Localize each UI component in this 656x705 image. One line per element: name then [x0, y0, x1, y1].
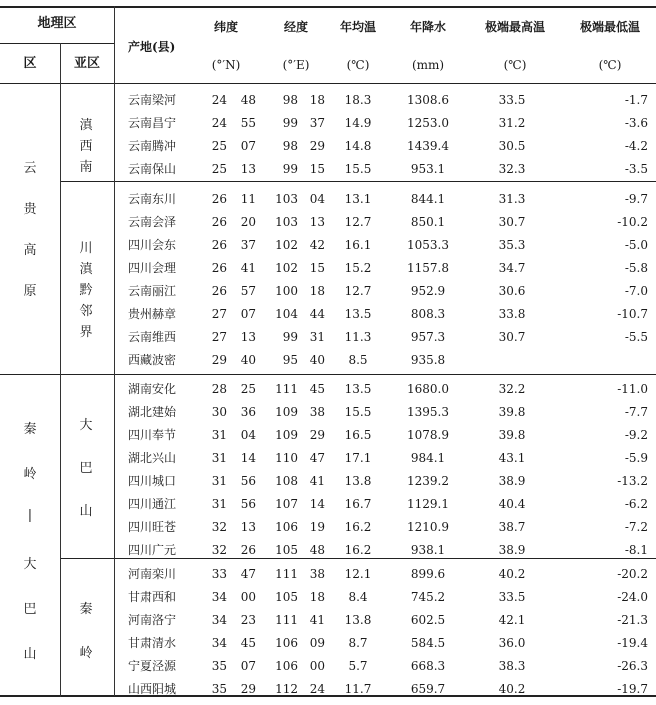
subregion-char: 滇	[79, 118, 93, 133]
cell-origin: 湖北建始	[128, 405, 177, 419]
cell-temp: 5.7	[348, 659, 368, 673]
header-tmin: 极端最低温	[579, 20, 640, 34]
cell-origin: 云南会泽	[128, 215, 177, 229]
cell-lon-deg: 98	[282, 139, 298, 153]
cell-temp: 8.7	[348, 636, 368, 650]
cell-temp: 16.2	[344, 543, 372, 557]
cell-lon-min: 41	[309, 613, 325, 627]
cell-origin: 云南腾冲	[128, 139, 177, 153]
cell-lat-min: 07	[240, 659, 256, 673]
cell-lat-deg: 32	[211, 543, 227, 557]
header-lat-unit: (°′N)	[211, 58, 241, 72]
cell-tmin: -8.1	[624, 543, 648, 557]
cell-lat-min: 29	[240, 682, 256, 696]
cell-lat-min: 37	[240, 238, 256, 252]
cell-rain: 938.1	[410, 543, 446, 557]
cell-lat-min: 36	[240, 405, 256, 419]
cell-tmin: -5.9	[624, 451, 648, 465]
cell-lat-deg: 34	[211, 590, 227, 604]
cell-tmax: 30.7	[498, 215, 526, 229]
cell-origin: 甘肃西和	[128, 590, 177, 604]
cell-tmin: -9.7	[624, 192, 648, 206]
cell-temp: 13.8	[344, 474, 372, 488]
cell-tmax: 34.7	[498, 261, 526, 275]
subregion-char: 界	[79, 325, 93, 340]
cell-temp: 14.9	[344, 116, 372, 130]
region-char: 原	[23, 284, 37, 299]
region-rule	[0, 374, 656, 375]
cell-rain: 1308.6	[407, 93, 449, 107]
cell-lon-min: 40	[309, 353, 325, 367]
subregion-char: 岭	[79, 646, 93, 661]
cell-lon-min: 19	[309, 520, 325, 534]
cell-rain: 1129.1	[407, 497, 449, 511]
cell-rain: 952.9	[410, 284, 446, 298]
cell-tmin: -19.7	[617, 682, 648, 696]
cell-lat-min: 55	[240, 116, 256, 130]
cell-lat-deg: 35	[211, 682, 227, 696]
cell-temp: 8.4	[348, 590, 368, 604]
cell-lat-min: 13	[240, 520, 256, 534]
cell-lon-deg: 100	[275, 284, 298, 298]
cell-lon-deg: 112	[275, 682, 298, 696]
cell-rain: 1053.3	[407, 238, 449, 252]
cell-lon-deg: 102	[275, 261, 298, 275]
cell-tmin: -5.8	[624, 261, 648, 275]
cell-tmax: 31.2	[498, 116, 526, 130]
cell-tmax: 33.5	[498, 93, 526, 107]
cell-origin: 四川通江	[128, 497, 177, 511]
cell-tmax: 40.4	[498, 497, 526, 511]
cell-tmax: 42.1	[498, 613, 526, 627]
cell-rain: 1253.0	[407, 116, 449, 130]
cell-lat-deg: 32	[211, 520, 227, 534]
cell-tmin: -5.0	[624, 238, 648, 252]
cell-tmin: -3.6	[624, 116, 648, 130]
cell-lon-min: 18	[309, 284, 325, 298]
cell-tmax: 39.8	[498, 405, 526, 419]
table-top-rule	[0, 6, 656, 8]
cell-lon-deg: 99	[282, 116, 298, 130]
cell-lon-min: 00	[309, 659, 325, 673]
cell-tmin: -9.2	[624, 428, 648, 442]
cell-origin: 湖北兴山	[128, 451, 177, 465]
cell-lat-deg: 26	[211, 238, 227, 252]
cell-origin: 宁夏泾源	[128, 659, 177, 673]
subregion-char: 山	[79, 504, 93, 519]
cell-lat-deg: 25	[211, 139, 227, 153]
cell-temp: 14.8	[344, 139, 372, 153]
cell-tmin: -11.0	[617, 382, 648, 396]
cell-origin: 四川会理	[128, 261, 177, 275]
cell-origin: 四川会东	[128, 238, 177, 252]
cell-lon-min: 42	[309, 238, 325, 252]
cell-tmax: 32.2	[498, 382, 526, 396]
cell-tmin: -7.2	[624, 520, 648, 534]
cell-lon-deg: 98	[282, 93, 298, 107]
cell-origin: 山西阳城	[128, 682, 177, 696]
cell-lon-min: 13	[309, 215, 325, 229]
subregion-char: 秦	[79, 602, 93, 617]
cell-temp: 16.1	[344, 238, 372, 252]
subregion-label-chuandianqian	[76, 237, 96, 342]
region-label-yungui	[20, 157, 40, 321]
cell-tmax: 31.3	[498, 192, 526, 206]
cell-lat-deg: 31	[211, 428, 227, 442]
cell-lat-deg: 26	[211, 284, 227, 298]
header-mid-rule	[0, 43, 114, 44]
region-char: |	[27, 508, 33, 523]
cell-lat-deg: 26	[211, 215, 227, 229]
header-rain: 年降水	[409, 20, 446, 34]
cell-lat-min: 07	[240, 139, 256, 153]
cell-origin: 河南洛宁	[128, 613, 177, 627]
cell-tmin: -10.2	[617, 215, 648, 229]
cell-origin: 云南梁河	[128, 93, 177, 107]
cell-tmax: 32.3	[498, 162, 526, 176]
cell-rain: 1439.4	[407, 139, 449, 153]
cell-temp: 11.3	[344, 330, 372, 344]
cell-lon-deg: 107	[275, 497, 298, 511]
cell-lon-deg: 95	[282, 353, 298, 367]
cell-temp: 13.1	[344, 192, 372, 206]
cell-lon-deg: 110	[275, 451, 298, 465]
subregion-rule-1	[60, 181, 656, 182]
cell-tmin: -20.2	[617, 567, 648, 581]
cell-tmax: 38.9	[498, 474, 526, 488]
subregion-char: 巴	[79, 461, 93, 476]
cell-tmin: -1.7	[624, 93, 648, 107]
cell-tmax: 38.3	[498, 659, 526, 673]
cell-lon-deg: 111	[275, 567, 298, 581]
cell-tmax: 40.2	[498, 682, 526, 696]
cell-lat-deg: 25	[211, 162, 227, 176]
cell-rain: 808.3	[410, 307, 446, 321]
cell-rain: 1680.0	[407, 382, 449, 396]
region-label-qinling-daba	[20, 418, 40, 688]
header-temp-unit: (℃)	[346, 58, 370, 72]
cell-tmax: 35.3	[498, 238, 526, 252]
cell-lon-min: 44	[309, 307, 325, 321]
cell-lat-deg: 34	[211, 636, 227, 650]
cell-rain: 953.1	[410, 162, 446, 176]
subregion-char: 西	[79, 139, 93, 154]
cell-temp: 16.7	[344, 497, 372, 511]
cell-tmin: -5.5	[624, 330, 648, 344]
cell-rain: 1210.9	[407, 520, 449, 534]
cell-temp: 8.5	[348, 353, 368, 367]
cell-tmax: 30.6	[498, 284, 526, 298]
cell-lat-deg: 30	[211, 405, 227, 419]
cell-lon-min: 15	[309, 261, 325, 275]
cell-lat-min: 41	[240, 261, 256, 275]
cell-lon-deg: 105	[275, 590, 298, 604]
cell-tmax: 40.2	[498, 567, 526, 581]
cell-lat-deg: 27	[211, 330, 227, 344]
cell-tmin: -7.7	[624, 405, 648, 419]
vrule-subregion	[114, 6, 115, 696]
cell-lat-min: 13	[240, 330, 256, 344]
cell-lon-min: 31	[309, 330, 325, 344]
cell-lon-min: 29	[309, 139, 325, 153]
cell-lat-min: 25	[240, 382, 256, 396]
cell-rain: 844.1	[410, 192, 446, 206]
table-bottom-rule	[0, 695, 656, 697]
cell-lat-deg: 33	[211, 567, 227, 581]
cell-lon-min: 09	[309, 636, 325, 650]
cell-lon-min: 37	[309, 116, 325, 130]
cell-tmin: -21.3	[617, 613, 648, 627]
cell-origin: 河南栾川	[128, 567, 177, 581]
cell-rain: 668.3	[410, 659, 446, 673]
region-char: 云	[23, 161, 37, 176]
cell-lat-min: 56	[240, 474, 256, 488]
cell-lon-min: 04	[309, 192, 325, 206]
header-subregion: 亚区	[73, 56, 100, 71]
cell-lon-deg: 111	[275, 613, 298, 627]
header-origin: 产地(县)	[128, 40, 176, 54]
cell-origin: 甘肃清水	[128, 636, 177, 650]
cell-lat-min: 00	[240, 590, 256, 604]
subregion-char: 川	[79, 241, 93, 256]
region-char: 岭	[23, 467, 37, 482]
cell-lat-min: 47	[240, 567, 256, 581]
cell-lon-deg: 103	[275, 215, 298, 229]
cell-tmax: 30.5	[498, 139, 526, 153]
cell-lat-deg: 24	[211, 116, 227, 130]
cell-lon-min: 45	[309, 382, 325, 396]
cell-origin: 湖南安化	[128, 382, 177, 396]
cell-lon-deg: 109	[275, 428, 298, 442]
cell-lon-deg: 109	[275, 405, 298, 419]
header-district: 区	[23, 56, 37, 71]
cell-lat-min: 07	[240, 307, 256, 321]
cell-lat-min: 56	[240, 497, 256, 511]
region-char: 大	[23, 557, 37, 572]
cell-origin: 贵州赫章	[128, 307, 177, 321]
cell-temp: 17.1	[344, 451, 372, 465]
cell-lon-deg: 105	[275, 543, 298, 557]
header-lon: 经度	[283, 20, 308, 34]
header-temp: 年均温	[339, 20, 376, 34]
cell-lat-min: 40	[240, 353, 256, 367]
cell-lat-deg: 26	[211, 261, 227, 275]
cell-tmin: -24.0	[617, 590, 648, 604]
cell-tmax: 33.5	[498, 590, 526, 604]
cell-origin: 云南保山	[128, 162, 177, 176]
cell-tmin: -4.2	[624, 139, 648, 153]
region-char: 秦	[23, 422, 37, 437]
header-tmin-unit: (℃)	[598, 58, 622, 72]
cell-tmin: -13.2	[617, 474, 648, 488]
cell-lat-deg: 29	[211, 353, 227, 367]
cell-temp: 13.5	[344, 307, 372, 321]
cell-lon-min: 15	[309, 162, 325, 176]
cell-lon-deg: 99	[282, 330, 298, 344]
cell-temp: 13.5	[344, 382, 372, 396]
cell-lat-min: 14	[240, 451, 256, 465]
cell-origin: 四川城口	[128, 474, 177, 488]
cell-tmin: -7.0	[624, 284, 648, 298]
cell-lat-deg: 34	[211, 613, 227, 627]
subregion-char: 黔	[79, 283, 93, 298]
cell-origin: 云南丽江	[128, 284, 177, 298]
header-region: 地理区	[37, 16, 77, 31]
cell-lat-deg: 31	[211, 451, 227, 465]
cell-tmin: -26.3	[617, 659, 648, 673]
cell-lat-deg: 35	[211, 659, 227, 673]
cell-lon-min: 38	[309, 405, 325, 419]
header-bottom-rule	[0, 83, 656, 84]
cell-rain: 659.7	[410, 682, 446, 696]
cell-lon-deg: 99	[282, 162, 298, 176]
cell-lon-min: 18	[309, 93, 325, 107]
cell-lon-deg: 102	[275, 238, 298, 252]
cell-tmin: -3.5	[624, 162, 648, 176]
cell-temp: 15.5	[344, 405, 372, 419]
cell-lon-min: 38	[309, 567, 325, 581]
cell-tmax: 39.8	[498, 428, 526, 442]
cell-origin: 西藏波密	[128, 353, 177, 367]
cell-origin: 四川旺苍	[128, 520, 177, 534]
cell-temp: 12.1	[344, 567, 372, 581]
cell-rain: 745.2	[410, 590, 446, 604]
cell-lat-deg: 24	[211, 93, 227, 107]
header-rain-unit: (mm)	[411, 58, 445, 72]
cell-lat-min: 45	[240, 636, 256, 650]
cell-rain: 984.1	[410, 451, 446, 465]
subregion-char: 南	[79, 160, 93, 175]
cell-lon-deg: 111	[275, 382, 298, 396]
cell-temp: 16.2	[344, 520, 372, 534]
subregion-char: 邻	[79, 304, 93, 319]
cell-lon-min: 47	[309, 451, 325, 465]
cell-rain: 850.1	[410, 215, 446, 229]
region-char: 巴	[23, 602, 37, 617]
cell-lat-min: 48	[240, 93, 256, 107]
cell-lon-deg: 103	[275, 192, 298, 206]
cell-lon-min: 48	[309, 543, 325, 557]
header-tmax-unit: (℃)	[503, 58, 527, 72]
cell-tmin: -6.2	[624, 497, 648, 511]
header-lat: 纬度	[213, 20, 238, 34]
cell-lon-min: 14	[309, 497, 325, 511]
cell-lat-min: 13	[240, 162, 256, 176]
cell-lon-deg: 106	[275, 520, 298, 534]
cell-origin: 四川广元	[128, 543, 177, 557]
subregion-label-qinling	[76, 598, 96, 686]
cell-temp: 11.7	[344, 682, 372, 696]
cell-lon-deg: 106	[275, 636, 298, 650]
cell-tmin: -19.4	[617, 636, 648, 650]
cell-temp: 15.2	[344, 261, 372, 275]
subregion-label-dabashan	[76, 414, 96, 543]
cell-tmax: 36.0	[498, 636, 526, 650]
cell-rain: 584.5	[410, 636, 446, 650]
cell-tmin: -10.7	[617, 307, 648, 321]
cell-lon-min: 29	[309, 428, 325, 442]
subregion-rule-2	[60, 558, 656, 559]
cell-temp: 15.5	[344, 162, 372, 176]
cell-rain: 1157.8	[407, 261, 449, 275]
cell-lat-deg: 26	[211, 192, 227, 206]
cell-rain: 935.8	[410, 353, 446, 367]
cell-lat-min: 20	[240, 215, 256, 229]
cell-rain: 1078.9	[407, 428, 449, 442]
subregion-char: 大	[79, 418, 93, 433]
cell-origin: 四川奉节	[128, 428, 177, 442]
cell-tmax: 38.9	[498, 543, 526, 557]
cell-origin: 云南维西	[128, 330, 177, 344]
cell-lon-deg: 104	[275, 307, 298, 321]
cell-lon-min: 24	[309, 682, 325, 696]
cell-rain: 1395.3	[407, 405, 449, 419]
header-tmax: 极端最高温	[484, 20, 545, 34]
cell-tmax: 30.7	[498, 330, 526, 344]
cell-lat-deg: 28	[211, 382, 227, 396]
cell-lat-min: 04	[240, 428, 256, 442]
cell-lat-deg: 31	[211, 497, 227, 511]
cell-temp: 18.3	[344, 93, 372, 107]
cell-lat-deg: 31	[211, 474, 227, 488]
cell-temp: 12.7	[344, 215, 372, 229]
subregion-label-dianxinan	[76, 114, 96, 177]
cell-lat-min: 23	[240, 613, 256, 627]
region-char: 贵	[23, 202, 37, 217]
cell-lat-min: 11	[240, 192, 256, 206]
cell-tmax: 38.7	[498, 520, 526, 534]
cell-tmax: 33.8	[498, 307, 526, 321]
cell-rain: 899.6	[410, 567, 446, 581]
subregion-char: 滇	[79, 262, 93, 277]
region-char: 山	[23, 647, 37, 662]
region-char: 高	[23, 243, 37, 258]
cell-temp: 13.8	[344, 613, 372, 627]
cell-lon-min: 18	[309, 590, 325, 604]
cell-rain: 1239.2	[407, 474, 449, 488]
cell-lon-min: 41	[309, 474, 325, 488]
cell-lat-deg: 27	[211, 307, 227, 321]
cell-lat-min: 57	[240, 284, 256, 298]
cell-lat-min: 26	[240, 543, 256, 557]
cell-rain: 602.5	[410, 613, 446, 627]
cell-tmax: 43.1	[498, 451, 526, 465]
cell-origin: 云南东川	[128, 192, 177, 206]
cell-lon-deg: 108	[275, 474, 298, 488]
cell-temp: 16.5	[344, 428, 372, 442]
vrule-region	[60, 43, 61, 697]
cell-temp: 12.7	[344, 284, 372, 298]
cell-origin: 云南昌宁	[128, 116, 177, 130]
header-lon-unit: (°′E)	[282, 58, 310, 72]
cell-lon-deg: 106	[275, 659, 298, 673]
cell-rain: 957.3	[410, 330, 446, 344]
